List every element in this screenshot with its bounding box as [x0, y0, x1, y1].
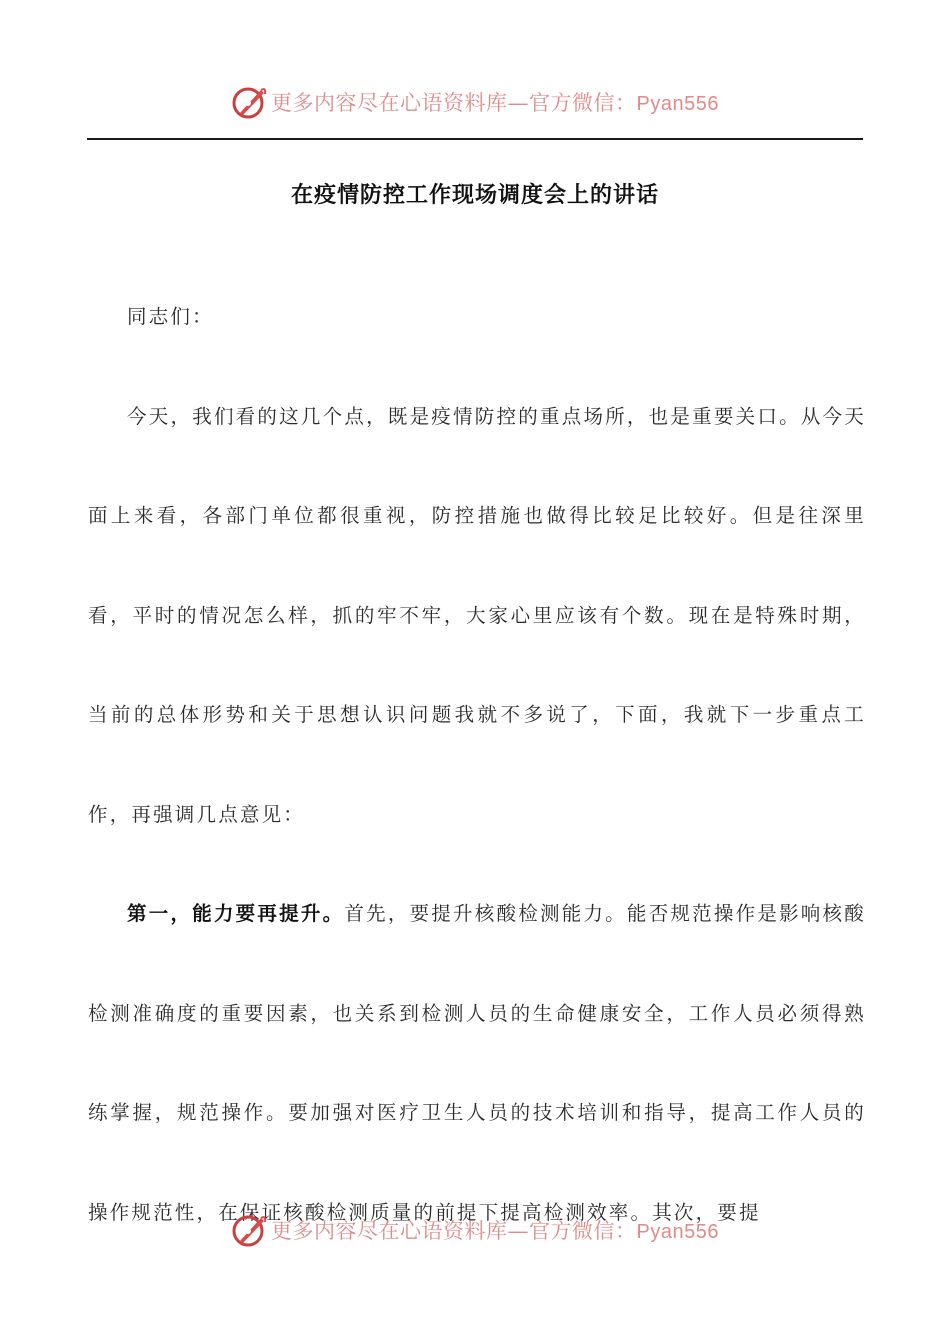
- paragraph-2-heading: 第一，能力要再提升。: [127, 902, 345, 925]
- watermark-text: 更多内容尽在心语资料库—官方微信：Pyan556: [271, 91, 719, 115]
- header-divider: [87, 138, 863, 140]
- document-body: [88, 267, 866, 1262]
- header-watermark: [0, 82, 950, 122]
- document-title: 在疫情防控工作现场调度会上的讲话: [290, 182, 659, 208]
- quill-logo-icon: [231, 1212, 267, 1248]
- paragraph-2: [88, 864, 866, 1262]
- wechat-id: Pyan556: [636, 93, 719, 115]
- footer-watermark: [0, 1210, 950, 1250]
- watermark-text: 更多内容尽在心语资料库—官方微信：Pyan556: [271, 1219, 719, 1243]
- paragraph-2-text: 首先，要提升核酸检测能力。能否规范操作是影响核酸检测准确度的重要因素，也关系到检测人员的生命健康安全，工作人员必须得熟练掌握，规范操作。要加强对医疗卫生人员的技术培训和指导，提高工作人员的操作规范性，在保证核酸检测质量的前提下提高检测效率。其次，要提: [88, 902, 866, 1224]
- wechat-id: Pyan556: [636, 1221, 719, 1243]
- paragraph-1: 今天，我们看的这几个点，既是疫情防控的重点场所，也是重要关口。从今天面上来看，各部门单位都很重视，防控措施也做得比较足比较好。但是往深里看，平时的情况怎么样，抓的牢不牢，大家心里应该有个数。现在是特殊时期，当前的总体形势和关于思想认识问题我就不多说了，下面，我就下一步重点工作，再强调几点意见：: [88, 404, 866, 826]
- salutation: 同志们：: [127, 305, 214, 328]
- quill-logo-icon: [231, 84, 267, 120]
